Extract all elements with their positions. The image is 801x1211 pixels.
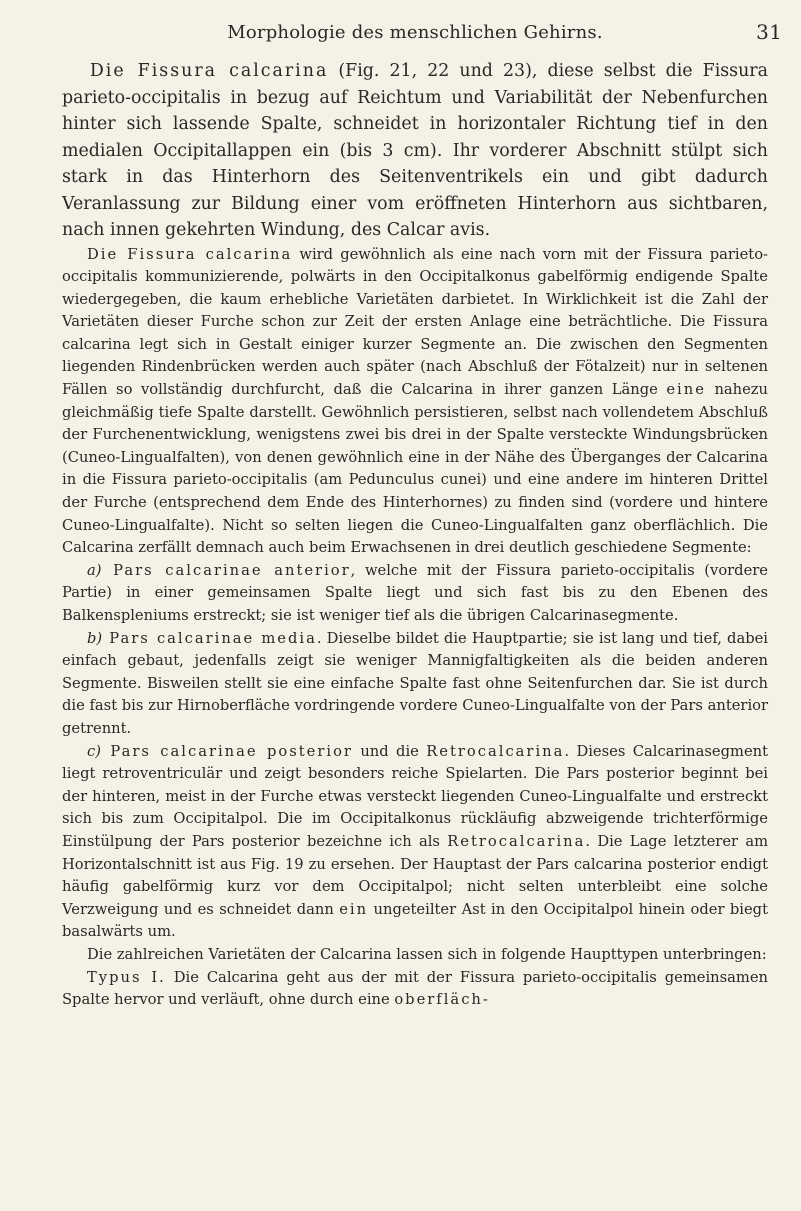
para1-text: wird gewöhnlich als eine nach vorn mit der Fissura parieto-occipitalis kommunizierende, polwärts in den Occipitalkonus gabelförmig endigende Spalte wiedergegeben, die kaum erhebliche Varietäten darbietet. In Wirklichkeit ist die Zahl der Varietäten dieser Furche schon zur Zeit der ersten Anlage eine beträchtliche. Die Fissura calcarina legt sich in Gestalt einiger kurzer Segmente an. Die zwischen den Segmenten liegenden Rindenbrücken werden auch später (nach Abschluß der Fötalzeit) nur in seltenen Fällen so vollständig durchfurcht, daß die Calcarina in ihrer ganzen Länge [62,245,768,399]
item-c-term3: Retrocalcarina [447,832,586,850]
type-1-emphasis: oberfläch- [394,991,490,1009]
item-c-emphasis: ein [339,900,369,918]
book-page [62,18,782,1198]
item-c-term: Pars calcarinae posterior [100,742,353,760]
para1-emphasis: eine [666,381,706,399]
item-b [62,628,768,741]
item-b-term: Pars calcarinae media [102,629,317,647]
running-header [62,18,782,50]
item-a [62,560,768,628]
header-title: Morphologie des menschlichen Gehirns. [227,22,603,43]
small-print-section [62,244,768,1012]
item-c-text3: ungeteilter Ast in den Occipitalpol hinein oder biegt basalwärts um. [62,900,768,941]
item-c [62,741,768,944]
type-1-text: Die Calcarina geht aus der mit der Fissura parieto-occipitalis gemeinsamen Spalte hervor und verläuft, ohne durch eine [62,968,768,1009]
item-c-mid: und die [352,742,427,760]
item-c-text2: . Die Lage letzterer am Horizontalschnitt ist aus Fig. 19 zu ersehen. Der Hauptast der Pars calcarina posterior endigt häufig gabelförmig kurz vor dem Occipitalpol; nicht selten unterbleibt eine solche Verzweigung und es schneidet dann [62,832,769,918]
item-b-text: . Dieselbe bildet die Hauptpartie; sie ist lang und tief, dabei einfach gebaut, jedenfalls zeigt sie weniger Mannigfaltigkeiten als die beiden anderen Segmente. Bisweilen stellt sie eine einfache Spalte fast ohne Seitenfurchen dar. Sie ist durch die fast bis zur Hirnoberfläche vordringende vordere Cuneo-Lingualfalte von der Pars anterior getrennt. [62,629,768,737]
type-1 [62,967,768,1012]
intro-paragraph [62,58,768,244]
item-b-label: b) [86,629,103,647]
para1-text-cont: nahezu gleichmäßig tiefe Spalte darstellt. Gewöhnlich persistieren, selbst nach vollendetem Abschluß der Furchenentwicklung, wenigstens zwei bis drei in der Spalte versteckte Windungsbrücken (Cuneo-Lingualfalten), von denen gewöhnlich eine in der Nähe des Überganges der Calcarina in die Fissura parieto-occipitalis (am Pedunculus cunei) und eine andere im hinteren Drittel der Furche (entsprechend dem Ende des Hinterhornes) zu finden sind (vordere und hintere Cuneo-Lingualfalte). Nicht so selten liegen die Cuneo-Lingualfalten ganz oberflächlich. Die Calcarina zerfällt demnach auch beim Erwachsenen in drei deutlich geschiedene Segmente: [62,381,769,557]
intro-lead-term: Die Fissura calcarina [89,61,329,81]
paragraph-calcarina [62,244,768,560]
item-c-label: c) [86,742,101,760]
page-number: 31 [756,20,782,44]
item-a-term: Pars calcarinae anterior [101,561,351,579]
type-1-label: Typus I. [86,968,166,986]
item-a-label: a) [86,561,102,579]
intro-text: (Fig. 21, 22 und 23), diese selbst die Fissura parieto-occipitalis in bezug auf Reichtum und Variabilität der Nebenfurchen hinter sich lassende Spalte, schneidet in horizontaler Richtung tief in den medialen Occipitallappen ein (bis 3 cm). Ihr vorderer Abschnitt stülpt sich stark in das Hinterhorn des Seitenventrikels ein und gibt dadurch Veranlassung zur Bildung einer vom eröffneten Hinterhorn aus sichtbaren, nach innen gekehrten Windung, des Calcar avis. [62,61,768,240]
item-a-text: , welche mit der Fissura parieto-occipitalis (vordere Partie) in einer gemeinsamen Spalte liegt und sich fast bis zu den Ebenen des Balkenspleniums erstreckt; sie ist weniger tief als die übrigen Calcarinasegmente. [62,561,768,624]
item-c-text: . Dieses Calcarinasegment liegt retroventriculär und zeigt besonders reiche Spielarten. Die Pars posterior beginnt bei der hinteren, meist in der Furche etwas versteckt liegenden Cuneo-Lingualfalte und erstreckt sich bis zum Occipitalpol. Die im Occipitalkonus rückläufig abzweigende trichterförmige Einstülpung der Pars posterior bezeichne ich als [62,742,768,850]
para1-lead-term: Die Fissura calcarina [86,245,293,263]
item-c-term2: Retrocalcarina [426,742,565,760]
paragraph-types: Die zahlreichen Varietäten der Calcarina lassen sich in folgende Haupttypen unterbringen: [86,945,767,963]
